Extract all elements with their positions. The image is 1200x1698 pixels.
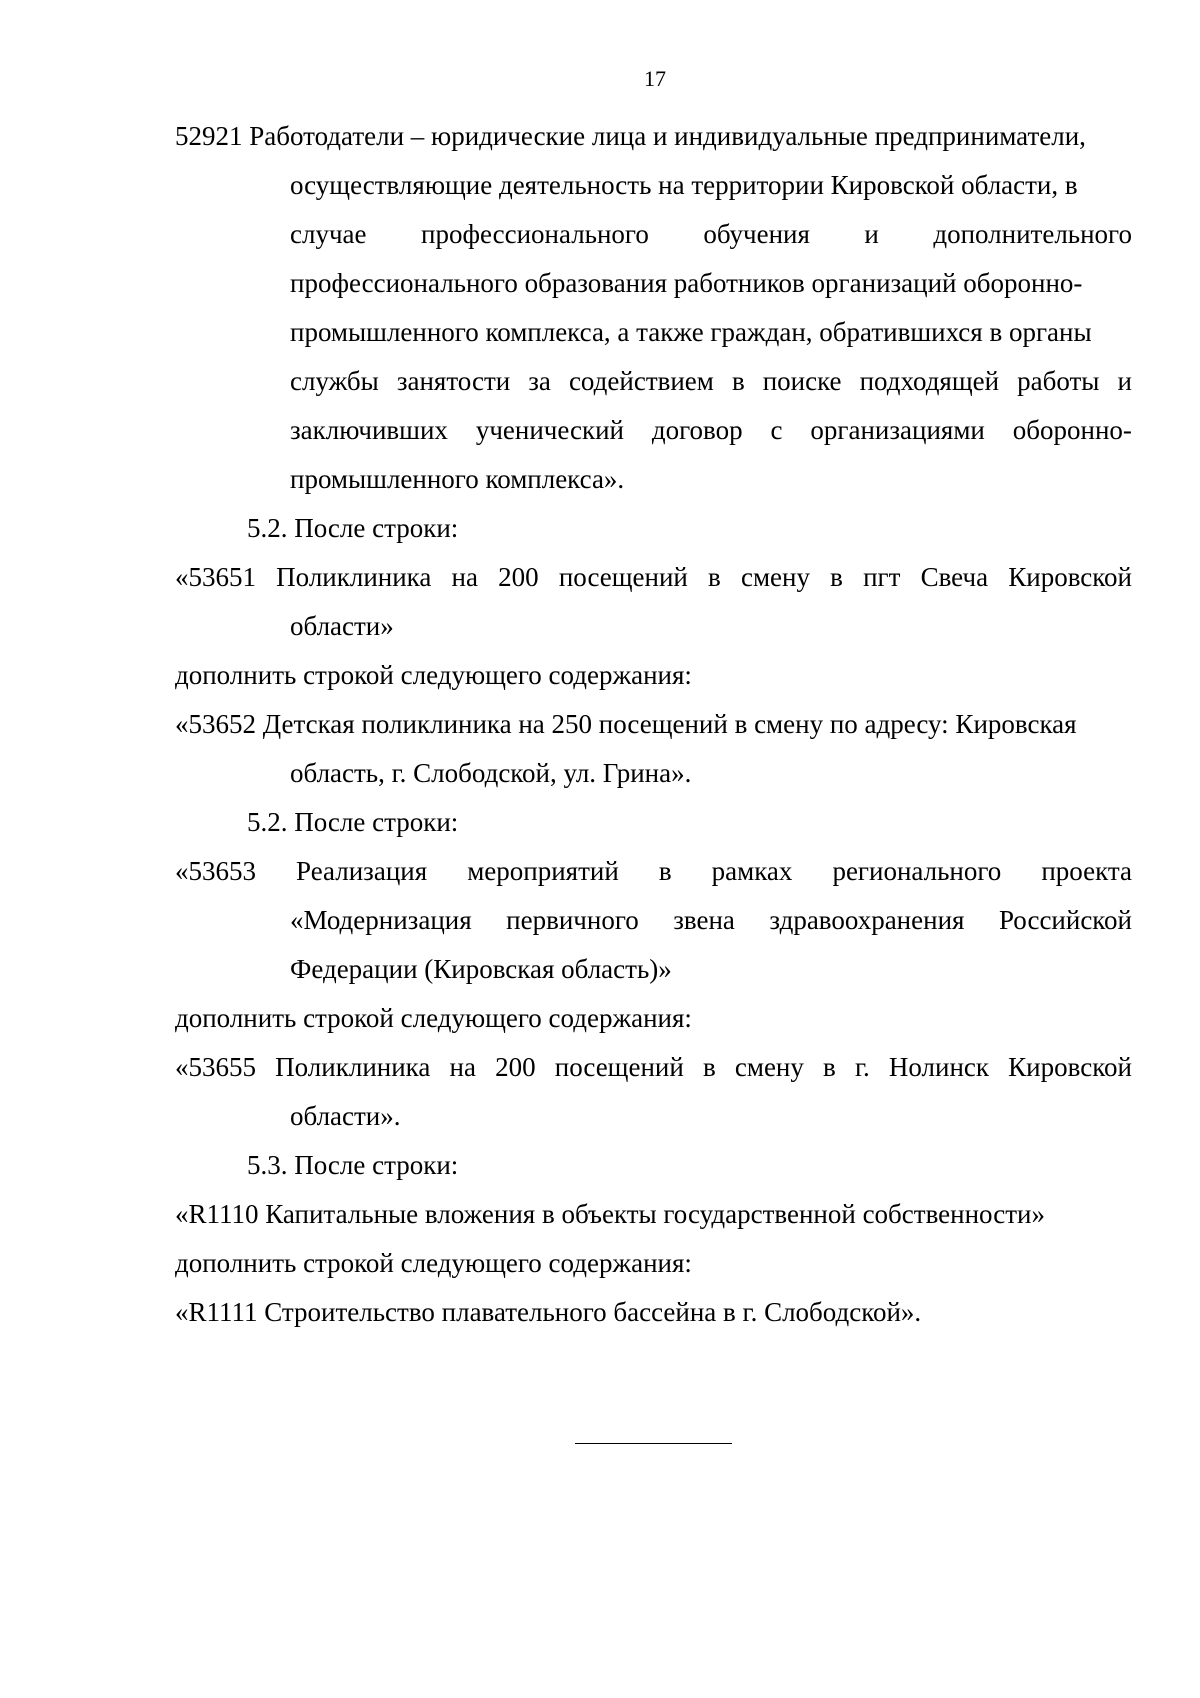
- word: случае: [290, 219, 367, 249]
- word: договор: [651, 415, 743, 445]
- text-line: [175, 210, 1132, 259]
- text-line: «R1111 Строительство плавательного бассейна в г. Слободской».: [175, 1297, 922, 1327]
- word: Свеча: [920, 562, 989, 592]
- word: заключивших: [290, 415, 448, 445]
- word: поиске: [762, 366, 842, 396]
- word: с: [770, 415, 783, 445]
- text-line: [175, 896, 1132, 945]
- word: «Модернизация: [290, 905, 472, 935]
- word: пгт: [863, 562, 901, 592]
- word: профессионального: [421, 219, 649, 249]
- word: Поликлиника: [275, 1052, 431, 1082]
- word: мероприятий: [467, 856, 619, 886]
- word: «53655: [175, 1052, 256, 1082]
- text-line: 52921 Работодатели – юридические лица и индивидуальные предприниматели,: [175, 121, 1086, 151]
- word: подходящей: [859, 366, 1000, 396]
- text-line: 5.3. После строки:: [247, 1150, 459, 1180]
- word: и: [1117, 366, 1132, 396]
- text-line: «53652 Детская поликлиника на 250 посещений в смену по адресу: Кировская: [175, 709, 1077, 739]
- document-body: [175, 112, 1132, 1337]
- text-line: 5.2. После строки:: [247, 513, 459, 543]
- closing-rule: [575, 1443, 732, 1444]
- text-line: «R1110 Капитальные вложения в объекты государственной собственности»: [175, 1199, 1045, 1229]
- word: содействием: [568, 366, 714, 396]
- word: и: [864, 219, 879, 249]
- word: Кировской: [1008, 562, 1132, 592]
- word: ученический: [475, 415, 625, 445]
- word: в: [830, 562, 843, 592]
- word: Российской: [998, 905, 1132, 935]
- word: оборонно-: [1012, 415, 1132, 445]
- word: Реализация: [296, 856, 428, 886]
- word: работы: [1017, 366, 1100, 396]
- text-line: [175, 847, 1132, 896]
- text-line: промышленного комплекса».: [290, 464, 625, 494]
- text-line: область, г. Слободской, ул. Грина».: [290, 758, 692, 788]
- text-line: дополнить строкой следующего содержания:: [175, 1003, 692, 1033]
- text-line: [175, 357, 1132, 406]
- word: здравоохранения: [769, 905, 965, 935]
- word: службы: [290, 366, 379, 396]
- page-number: 17: [644, 66, 666, 91]
- word: посещений: [554, 1052, 684, 1082]
- word: 200: [495, 1052, 536, 1082]
- word: в: [731, 366, 745, 396]
- word: «53651: [175, 562, 256, 592]
- word: смену: [734, 1052, 804, 1082]
- word: звена: [673, 905, 735, 935]
- text-line: осуществляющие деятельность на территории Кировской области, в: [290, 170, 1078, 200]
- word: в: [708, 562, 721, 592]
- word: г.: [854, 1052, 870, 1082]
- word: рамках: [711, 856, 793, 886]
- word: на: [451, 562, 478, 592]
- word: дополнительного: [933, 219, 1132, 249]
- text-line: [175, 406, 1132, 455]
- word: в: [658, 856, 672, 886]
- text-line: области»: [290, 611, 394, 641]
- text-line: дополнить строкой следующего содержания:: [175, 660, 692, 690]
- word: занятости: [396, 366, 511, 396]
- word: регионального: [832, 856, 1002, 886]
- word: Кировской: [1008, 1052, 1132, 1082]
- word: организациями: [810, 415, 985, 445]
- word: в: [823, 1052, 836, 1082]
- word: первичного: [506, 905, 639, 935]
- text-line: [175, 553, 1132, 602]
- word: Поликлиника: [276, 562, 432, 592]
- word: посещений: [558, 562, 688, 592]
- word: 200: [498, 562, 539, 592]
- text-line: профессионального образования работников организаций оборонно-: [290, 268, 1083, 298]
- word: на: [449, 1052, 476, 1082]
- text-line: [175, 1043, 1132, 1092]
- text-line: области».: [290, 1101, 401, 1131]
- word: за: [528, 366, 551, 396]
- word: обучения: [703, 219, 810, 249]
- word: «53653: [175, 856, 256, 886]
- text-line: Федерации (Кировская область)»: [290, 954, 672, 984]
- word: проекта: [1041, 856, 1132, 886]
- word: смену: [740, 562, 810, 592]
- word: Нолинск: [888, 1052, 990, 1082]
- word: в: [702, 1052, 716, 1082]
- text-line: дополнить строкой следующего содержания:: [175, 1248, 692, 1278]
- text-line: 5.2. После строки:: [247, 807, 459, 837]
- text-line: промышленного комплекса, а также граждан, обратившихся в органы: [290, 317, 1092, 347]
